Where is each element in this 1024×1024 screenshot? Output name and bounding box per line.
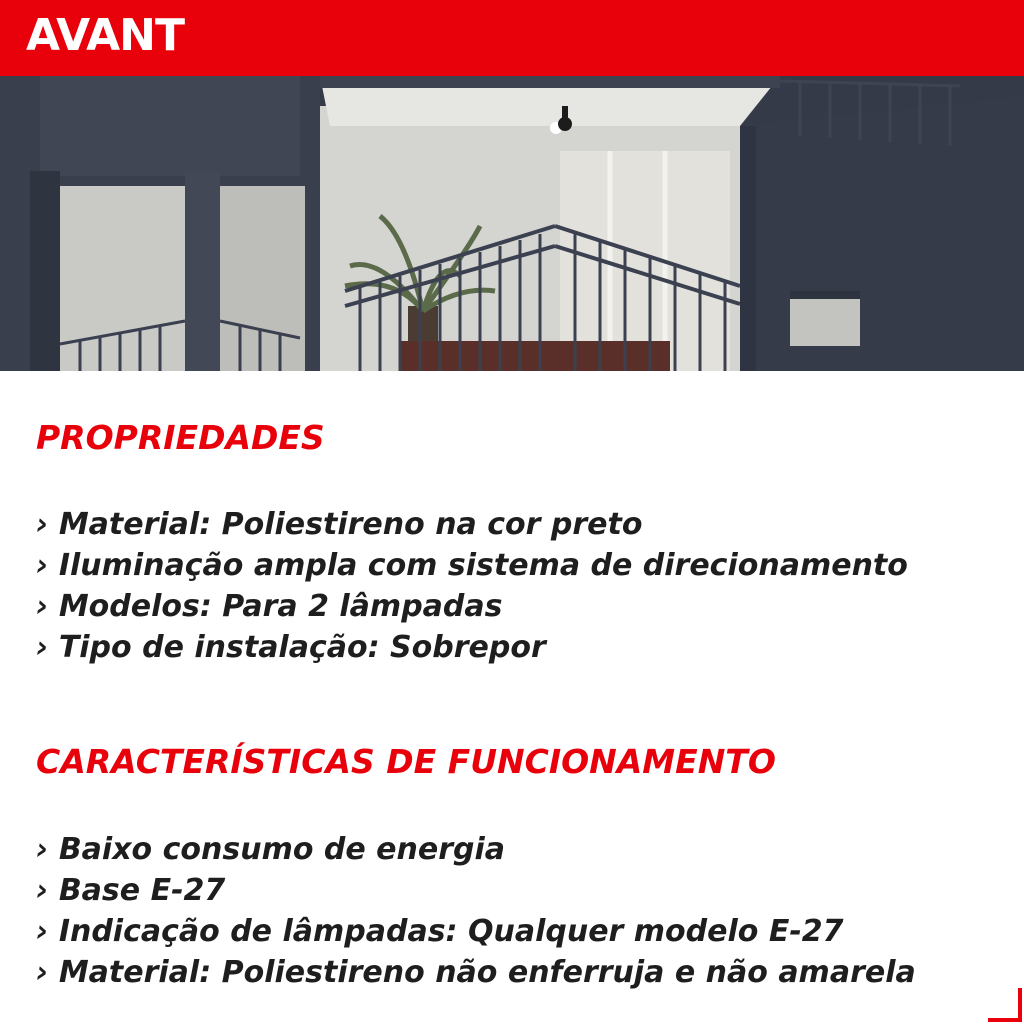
list-item: › Base E-27 — [36, 870, 916, 911]
avant-logo: AVANT — [26, 10, 185, 61]
brand-header — [0, 0, 1024, 76]
list-item: › Material: Poliestireno na cor preto — [36, 504, 908, 545]
list-item: › Material: Poliestireno não enferruja e não amarela — [36, 952, 916, 993]
corner-bracket-decoration — [988, 988, 1022, 1022]
caracteristicas-list — [36, 829, 916, 993]
list-item: › Tipo de instalação: Sobrepor — [36, 627, 908, 668]
balcony-photo — [0, 76, 1024, 371]
list-item: › Iluminação ampla com sistema de direcionamento — [36, 545, 908, 586]
section-title-caracteristicas: CARACTERÍSTICAS DE FUNCIONAMENTO — [36, 742, 776, 781]
list-item: › Indicação de lâmpadas: Qualquer modelo E-27 — [36, 911, 916, 952]
section-title-propriedades: PROPRIEDADES — [36, 418, 325, 457]
list-item: › Baixo consumo de energia — [36, 829, 916, 870]
list-item: › Modelos: Para 2 lâmpadas — [36, 586, 908, 627]
propriedades-list — [36, 504, 908, 668]
